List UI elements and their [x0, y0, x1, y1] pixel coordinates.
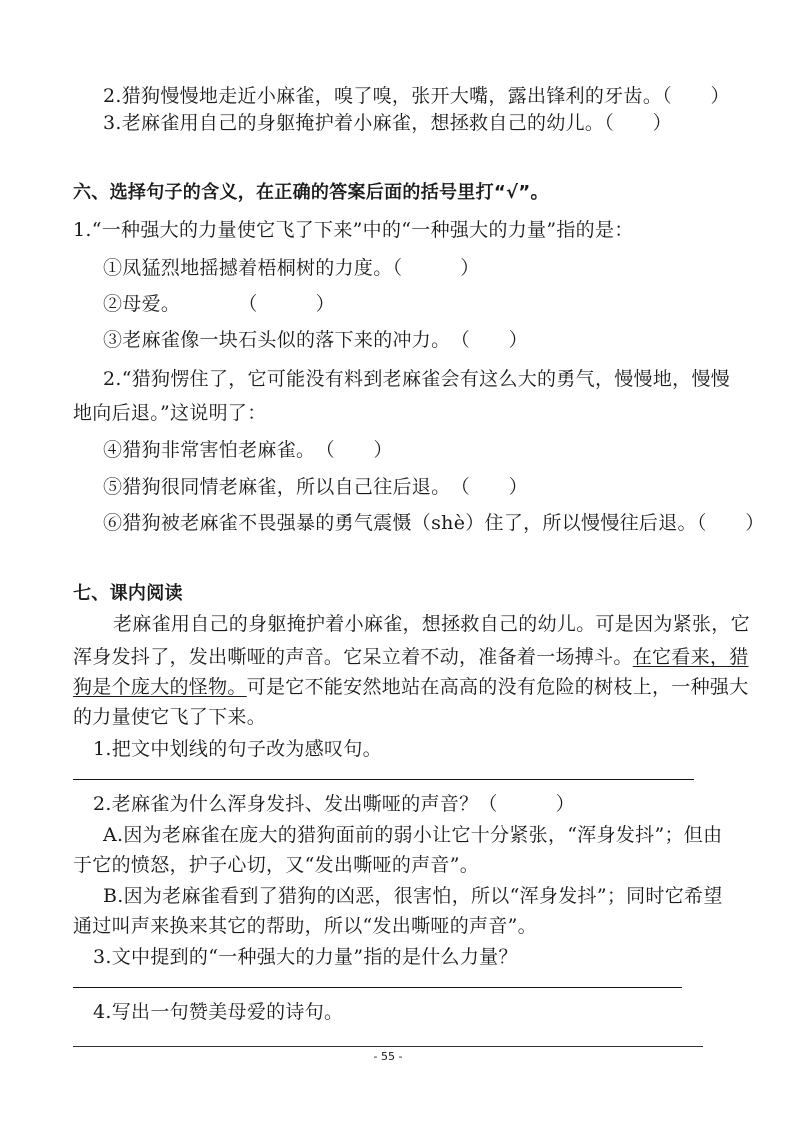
footer-rule [73, 1046, 703, 1047]
s7-option-a-line-2: 于它的愤怒，护子心切，又“发出嘶哑的声音”。 [73, 854, 480, 876]
s7-option-b-line-2: 通过叫声来换来其它的帮助，所以“发出嘶哑的声音”。 [73, 915, 537, 937]
section-6-title: 六、选择句子的含义，在正确的答案后面的括号里打“√”。 [73, 182, 549, 203]
s6-option-3: ③老麻雀像一块石头似的落下来的冲力。 （ ） [103, 329, 528, 351]
s6-option-2: ②母爱。 （ ） [103, 293, 335, 315]
s6-option-1: ①凤猛烈地摇撼着梧桐树的力度。（ ） [103, 257, 480, 279]
s7-option-b-line-1: B.因为老麻雀看到了猎狗的凶恶，很害怕，所以“浑身发抖”；同时它希望 [103, 885, 723, 907]
s7-option-a-line-1: A.因为老麻雀在庞大的猎狗面前的弱小让它十分紧张，“浑身发抖”；但由 [103, 824, 723, 846]
section-7-title: 七、课内阅读 [73, 583, 183, 604]
s7-question-3: 3.文中提到的“一种强大的力量”指的是什么力量？ [93, 946, 518, 968]
s6-option-4: ④猎狗非常害怕老麻雀。 （ ） [103, 439, 393, 461]
answer-line-1[interactable] [73, 779, 694, 780]
passage-line-4: 的力量使它飞了下来。 [73, 706, 267, 728]
s7-question-2: 2.老麻雀为什么浑身发抖、发出嘶哑的声音？（ ） [93, 793, 575, 815]
s6-question-1: 1.“一种强大的力量使它飞了下来”中的“一种强大的力量”指的是： [73, 219, 634, 241]
passage-line-1: 老麻雀用自己的身躯掩护着小麻雀，想拯救自己的幼儿。可是因为紧张，它 [113, 613, 750, 635]
s6-option-5: ⑤猎狗很同情老麻雀，所以自己往后退。 （ ） [103, 476, 528, 498]
question-2-text: 2.猎狗慢慢地走近小麻雀，嗅了嗅，张开大嘴，露出锋利的牙齿。（ ） [103, 85, 730, 107]
answer-line-3[interactable] [73, 987, 682, 988]
page-number: - 55 - [373, 1050, 403, 1063]
s6-question-2-line-1: 2.“猎狗愣住了，它可能没有料到老麻雀会有这么大的勇气，慢慢地，慢慢 [103, 368, 731, 390]
passage-line-3-plain: 可是它不能安然地站在高高的没有危险的树枝上，一种强大 [246, 676, 749, 698]
s7-question-4: 4.写出一句赞美母爱的诗句。 [93, 1001, 344, 1023]
passage-line-3 [73, 675, 749, 699]
passage-line-2 [73, 645, 749, 669]
underlined-sentence-end: 狗是个庞大的怪物。 [73, 676, 247, 698]
s6-question-2-line-2: 地向后退。”这说明了： [73, 402, 267, 424]
s7-question-1: 1.把文中划线的句子改为感叹句。 [93, 738, 382, 760]
passage-line-2-plain: 浑身发抖了，发出嘶哑的声音。它呆立着不动，准备着一场搏斗。 [73, 646, 633, 668]
s6-option-6: ⑥猎狗被老麻雀不畏强暴的勇气震慑（shè）住了，所以慢慢往后退。（ ） [103, 512, 765, 534]
question-3-text: 3.老麻雀用自己的身躯掩护着小麻雀，想拯救自己的幼儿。（ ） [103, 112, 672, 134]
underlined-sentence-start: 在它看来，猎 [632, 646, 749, 668]
